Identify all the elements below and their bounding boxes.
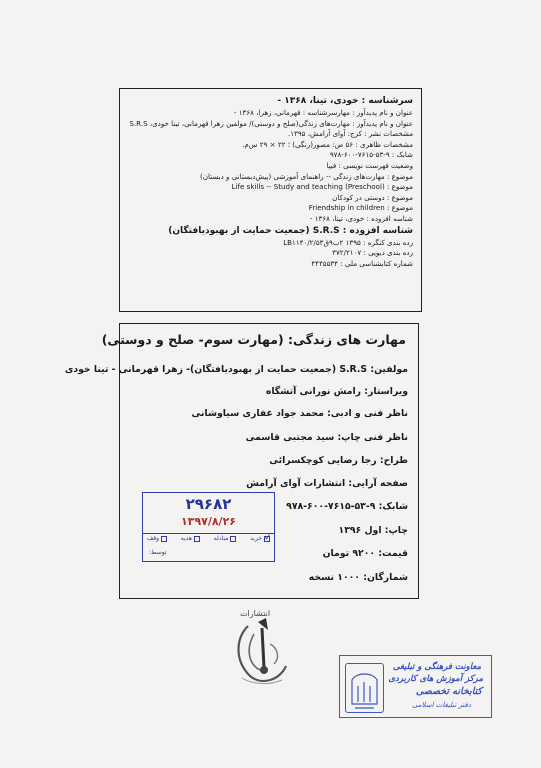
- stamp-divider: [143, 533, 274, 534]
- credit-line: ناظر فنی چاپ: سید مجتبی قاسمی: [245, 432, 408, 443]
- library-seal: [339, 655, 492, 718]
- emblem-graphic: [346, 664, 383, 712]
- check-icon: ✓: [264, 532, 272, 543]
- credit-line: ویراستار: رامش نورانی آتشگاه: [265, 386, 408, 397]
- option-endowment: [147, 535, 167, 542]
- cip-line: شناسه افزوده : S.R.S (جمعیت حمایت از بهبودیافتگان): [168, 225, 413, 236]
- accession-date: ۱۳۹۷/۸/۲۶: [180, 515, 237, 528]
- checkbox-icon: [230, 536, 236, 542]
- publisher-logo: [228, 608, 298, 690]
- book-title: مهارت های زندگی: (مهارت سوم- صلح و دوستی): [101, 332, 406, 347]
- accession-number: ۲۹۶۸۲: [185, 495, 232, 513]
- option-exchange: [214, 535, 237, 542]
- option-gift: [181, 535, 200, 542]
- cip-line: مشخصات ظاهری : ۵۶ ص: مصور(رنگی) ؛ ۲۲ × ۲۹ س‌م.: [242, 139, 413, 149]
- checkbox-icon: [194, 536, 200, 542]
- cip-line: سرشناسه : خودی، تینا، ۱۳۶۸ -: [277, 96, 413, 106]
- cip-line: مشخصات نشر : کرج: آوای آرامش، ۱۳۹۵.: [287, 129, 413, 139]
- cip-line: موضوع : (Life skills -- Study and teaching (Preschool: [231, 182, 413, 192]
- cip-line: وضعیت فهرست نویسی : فیپا: [326, 160, 413, 170]
- cip-line: شماره کتابشناسی ملی : ۴۴۴۵۵۳۴: [311, 258, 413, 268]
- cip-line: موضوع : دوستی در کودکان: [332, 192, 413, 202]
- cip-line: رده بندی کنگره : ۱۳۹۵ ۲ب۹ق۵۳/LB۱۱۴۰/۲: [283, 237, 413, 247]
- accession-stamp: [142, 492, 275, 562]
- option-label: خرید: [250, 535, 262, 542]
- option-label: وقف: [147, 535, 159, 542]
- emblem-icon: [345, 663, 384, 713]
- credit-line: چاپ: اول ۱۳۹۶: [338, 525, 408, 536]
- checkbox-icon: [161, 536, 167, 542]
- cataloging-box: [119, 88, 422, 312]
- seal-line: مرکز آموزش های کاربردی: [388, 674, 483, 684]
- stamp-by: توسط:: [149, 549, 167, 556]
- credit-line: شابک: ۹-۵۳-۷۶۱۵-۶۰۰-۹۷۸: [286, 501, 408, 512]
- checkbox-icon: [264, 532, 272, 543]
- cip-line: شابک : ۹-۵۳-۷۶۱۵-۶۰۰-۹۷۸: [329, 150, 413, 160]
- cip-line: رده بندی دیویی : ۳۷۲/۲۱۰۷: [332, 248, 413, 258]
- credit-line: طراح: رجا رضایی کوچکسرائی: [269, 455, 408, 466]
- seal-line: دفتر تبلیغات اسلامی: [411, 701, 471, 709]
- option-label: هدیه: [180, 535, 192, 542]
- seal-line: معاونت فرهنگی و تبلیغی: [392, 662, 481, 672]
- option-purchase: [250, 532, 272, 543]
- credit-line: مولفین: S.R.S (جمعیت حمایت از بهبودیافتگان)- زهرا قهرمانی - تینا خودی: [64, 364, 408, 375]
- acquisition-options: [147, 532, 272, 543]
- credit-line: شمارگان: ۱۰۰۰ نسخه: [308, 572, 408, 583]
- seal-line: کتابخانه تخصصی: [415, 686, 482, 697]
- credit-line: صفحه آرایی: انتشارات آوای آرامش: [246, 478, 408, 489]
- publisher-caption: انتشارات: [240, 609, 271, 618]
- option-label: مبادله: [213, 535, 229, 542]
- cip-line: موضوع : Friendship in children: [308, 203, 413, 213]
- credit-line: قیمت: ۹۲۰۰ تومان: [322, 548, 408, 559]
- credit-line: ناظر فنی و ادبی: محمد جواد غفاری سیاوشانی: [191, 408, 408, 419]
- cip-line: عنوان و نام پدیدآور : مهارسرشناسه : قهرمانی، زهرا، ۱۳۶۸ -: [233, 108, 413, 117]
- cip-line: موضوع : مهارت‌های زندگی -- راهنمای آموزشی (پیش‌دبستانی و دبستان): [200, 171, 413, 181]
- cip-line: عنوان و نام پدیدآور : مهارت‌های زندگی(صلح و دوستی)/ مولفین زهرا قهرمانی، تینا خودی، S.R.S: [129, 118, 413, 128]
- cip-line: شناسه افزوده : خودی، تینا، ۱۳۶۸ -: [309, 213, 413, 223]
